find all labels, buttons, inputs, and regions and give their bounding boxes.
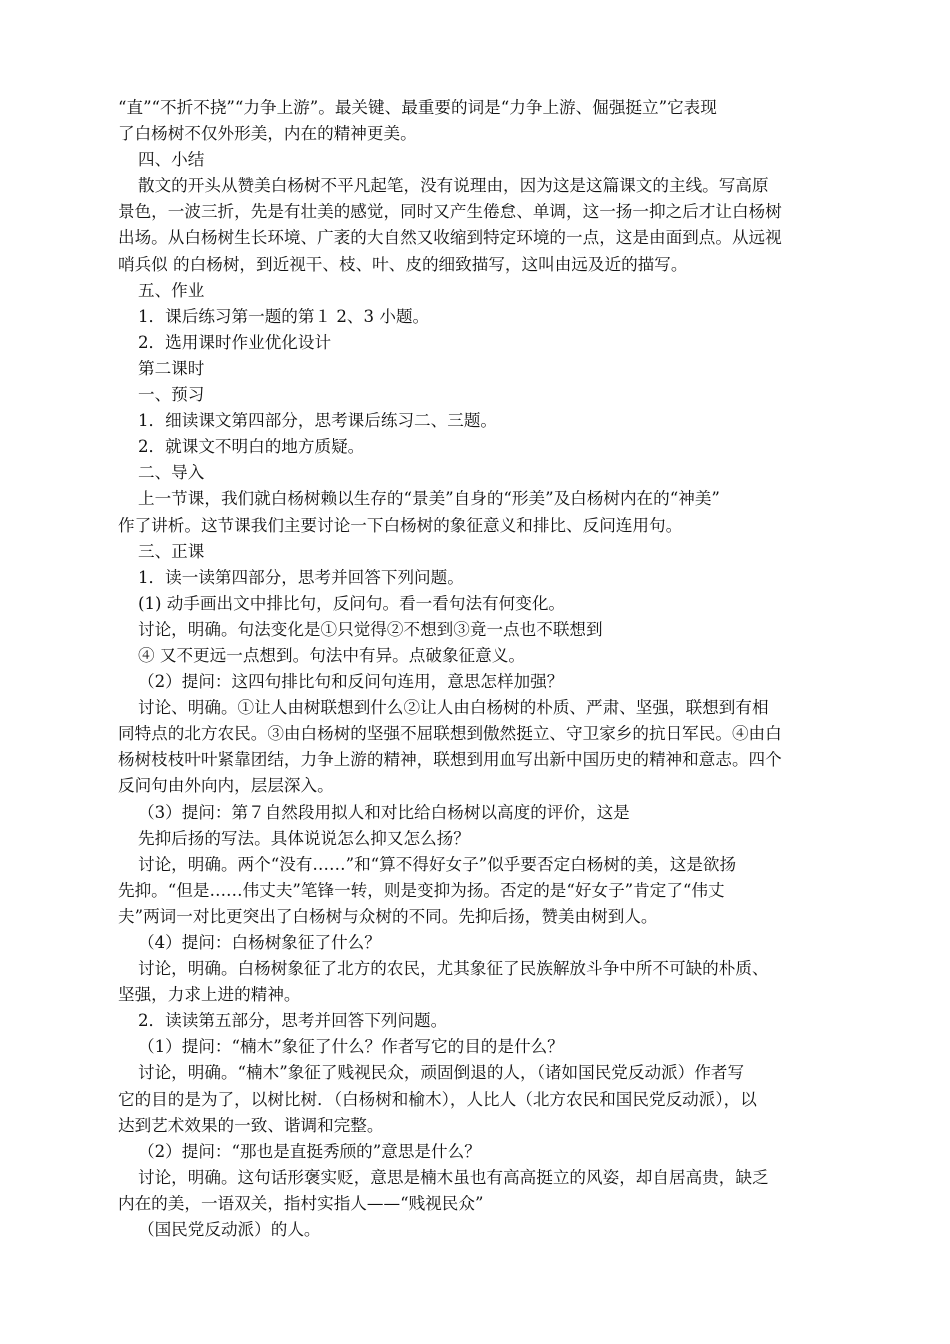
text-line: 讨论、明确。①让人由树联想到什么②让人由白杨树的朴质、严肃、坚强，联想到有相 — [138, 698, 769, 718]
text-line: 1．细读课文第四部分，思考课后练习二、三题。 — [138, 411, 498, 431]
text-line: 2．读读第五部分，思考并回答下列问题。 — [138, 1011, 448, 1031]
text-line: （4）提问：白杨树象征了什么？ — [138, 933, 381, 952]
text-line: （3）提问：第７自然段用拟人和对比给白杨树以高度的评价，这是 — [138, 802, 630, 822]
text-line: 讨论，明确。两个“没有……”和“算不得好女子”似乎要否定白杨树的美，这是欲扬 — [138, 854, 737, 874]
text-line: 夫”两词一对比更突出了白杨树与众树的不同。先抑后扬，赞美由树到人。 — [118, 906, 658, 926]
text-line: 坚强，力求上进的精神。 — [118, 985, 301, 1005]
text-line: 杨树枝枝叶叶紧靠团结，力争上游的精神，联想到用血写出新中国历史的精神和意志。四个 — [118, 750, 782, 770]
text-line: （国民党反动派）的人。 — [138, 1220, 321, 1240]
text-line: 出场。从白杨树生长环境、广袤的大自然又收缩到特定环境的一点，这是由面到点。从远视 — [118, 228, 782, 248]
text-line: 三、正课 — [138, 541, 205, 561]
text-line: 反问句由外向内，层层深入。 — [118, 776, 334, 796]
text-line: 讨论，明确。这句话形褒实贬，意思是楠木虽也有高高挺立的风姿，却自居高贵，缺乏 — [138, 1167, 769, 1187]
text-line: 第二课时 — [138, 358, 205, 378]
text-line: 四、小结 — [138, 150, 205, 170]
text-line: 1．读一读第四部分，思考并回答下列问题。 — [138, 567, 464, 587]
text-line: 达到艺术效果的一致、谐调和完整。 — [118, 1115, 384, 1135]
text-line: 内在的美，一语双关，指村实指人——“贱视民众” — [118, 1193, 484, 1213]
text-line: 先抑。“但是……伟丈夫”笔锋一转，则是变抑为扬。否定的是“好女子”肯定了“伟丈 — [118, 880, 725, 900]
text-line: 它的目的是为了，以树比树．（白杨树和榆木），人比人（北方农民和国民党反动派），以 — [118, 1089, 757, 1109]
text-line: 二、导入 — [138, 463, 205, 483]
text-line: 哨兵似 的白杨树，到近视干、枝、叶、皮的细致描写，这叫由远及近的描写。 — [118, 254, 688, 274]
document-page — [118, 95, 830, 1243]
text-line: 同特点的北方农民。③由白杨树的坚强不屈联想到傲然挺立、守卫家乡的抗日军民。④由白 — [118, 724, 782, 744]
text-line: （1）提问：“楠木”象征了什么？作者写它的目的是什么？ — [138, 1037, 564, 1057]
text-line: 1．课后练习第一题的第１ 2、3 小题。 — [138, 306, 430, 326]
text-line: 五、作业 — [138, 280, 205, 300]
text-line: 了白杨树不仅外形美，内在的精神更美。 — [118, 124, 417, 144]
text-line: “直”“不折不挠”“力争上游”。最关键、最重要的词是“力争上游、倔强挺立”它表现 — [118, 98, 717, 117]
text-line: (1) 动手画出文中排比句，反问句。看一看句法有何变化。 — [138, 593, 566, 613]
text-line: 散文的开头从赞美白杨树不平凡起笔，没有说理由，因为这是这篇课文的主线。写高原 — [138, 176, 769, 196]
text-line: 讨论，明确。“楠木”象征了贱视民众，顽固倒退的人，（诸如国民党反动派）作者写 — [138, 1063, 745, 1083]
text-line: 上一节课，我们就白杨树赖以生存的“景美”自身的“形美”及白杨树内在的“神美” — [138, 489, 720, 509]
text-line: 2．选用课时作业优化设计 — [138, 332, 332, 352]
text-line: 先抑后扬的写法。具体说说怎么抑又怎么扬？ — [138, 828, 470, 848]
text-line: 作了讲析。这节课我们主要讨论一下白杨树的象征意义和排比、反问连用句。 — [118, 515, 683, 535]
text-line: （2）提问：这四句排比句和反问句连用，意思怎样加强？ — [138, 672, 564, 692]
text-line: 景色，一波三折，先是有壮美的感觉，同时又产生倦怠、单调，这一扬一抑之后才让白杨树 — [118, 202, 782, 222]
text-line: 讨论，明确。句法变化是①只觉得②不想到③竟一点也不联想到 — [138, 619, 603, 639]
text-line: ④ 又不更远一点想到。句法中有异。点破象征意义。 — [138, 645, 525, 665]
text-line: 讨论，明确。白杨树象征了北方的农民，尤其象征了民族解放斗争中所不可缺的朴质、 — [138, 959, 769, 979]
text-line: 一、预习 — [138, 385, 205, 405]
text-line: 2．就课文不明白的地方质疑。 — [138, 437, 365, 457]
text-line: （2）提问：“那也是直挺秀颀的”意思是什么？ — [138, 1141, 481, 1161]
